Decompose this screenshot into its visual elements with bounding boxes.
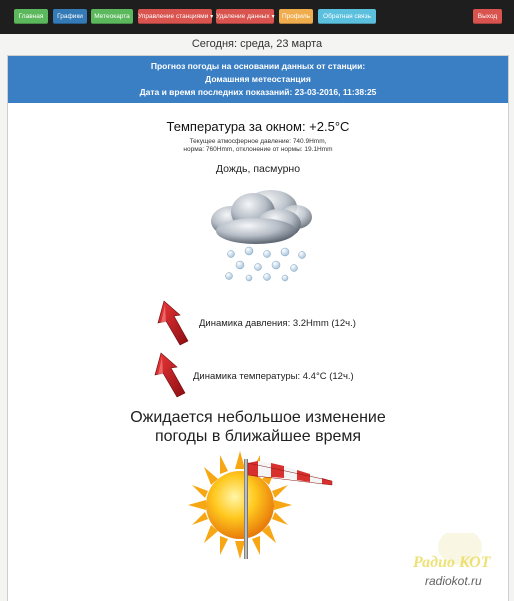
nav-graphs-button[interactable]: Графики <box>53 9 87 24</box>
nav-stations-label: Управление станциями <box>138 13 209 20</box>
nav-feedback-button[interactable]: Обратная связь <box>318 9 376 24</box>
forecast-header <box>8 56 508 103</box>
caret-down-icon: ▼ <box>270 14 276 20</box>
nav-stations-dropdown[interactable] <box>138 9 215 24</box>
top-navbar <box>0 0 514 34</box>
pressure-norm: норма: 760Hmm, отклонение от нормы: 19.1Hmm <box>183 146 333 153</box>
nav-home-button[interactable]: Главная <box>14 9 48 24</box>
last-reading-time: Дата и время последних показаний: 23-03-2016, 11:38:25 <box>139 87 377 97</box>
nav-profile-button[interactable]: Профиль <box>279 9 313 24</box>
pressure-info <box>8 138 508 154</box>
nav-delete-dropdown[interactable] <box>216 9 274 24</box>
arrow-up-icon <box>150 297 192 347</box>
outside-temperature: Температура за окном: +2.5°C <box>166 119 350 134</box>
watermark-title: Радио КОТ <box>413 554 491 571</box>
radiokot-watermark <box>405 533 510 597</box>
rain-cloud-icon <box>201 179 316 284</box>
pressure-dynamics: Динамика давления: 3.2Hmm (12ч.) <box>199 318 356 329</box>
pressure-current: Текущее атмосферное давление: 740.9Hmm, <box>189 138 327 145</box>
nav-logout-button[interactable]: Выход <box>473 9 502 24</box>
forecast-panel <box>7 55 509 601</box>
nav-weathermap-button[interactable]: Метеокарта <box>91 9 133 24</box>
caret-down-icon: ▼ <box>209 14 215 20</box>
watermark-url: radiokot.ru <box>425 574 482 588</box>
today-date: Сегодня: среда, 23 марта <box>191 38 323 50</box>
expectation-line-1: Ожидается небольшое изменение <box>130 409 386 426</box>
weather-condition: Дождь, пасмурно <box>215 163 301 175</box>
station-name: Домашняя метеостанция <box>205 74 311 84</box>
arrow-up-icon <box>147 349 189 399</box>
nav-delete-label: Удаление данных <box>216 13 270 20</box>
expectation-line-2: погоды в ближайшее время <box>154 428 362 445</box>
temperature-dynamics: Динамика температуры: 4.4°C (12ч.) <box>193 371 354 382</box>
weather-expectation <box>8 408 508 446</box>
sun-windsock-icon <box>188 449 333 561</box>
forecast-header-title: Прогноз погоды на основании данных от станции: <box>150 61 366 71</box>
